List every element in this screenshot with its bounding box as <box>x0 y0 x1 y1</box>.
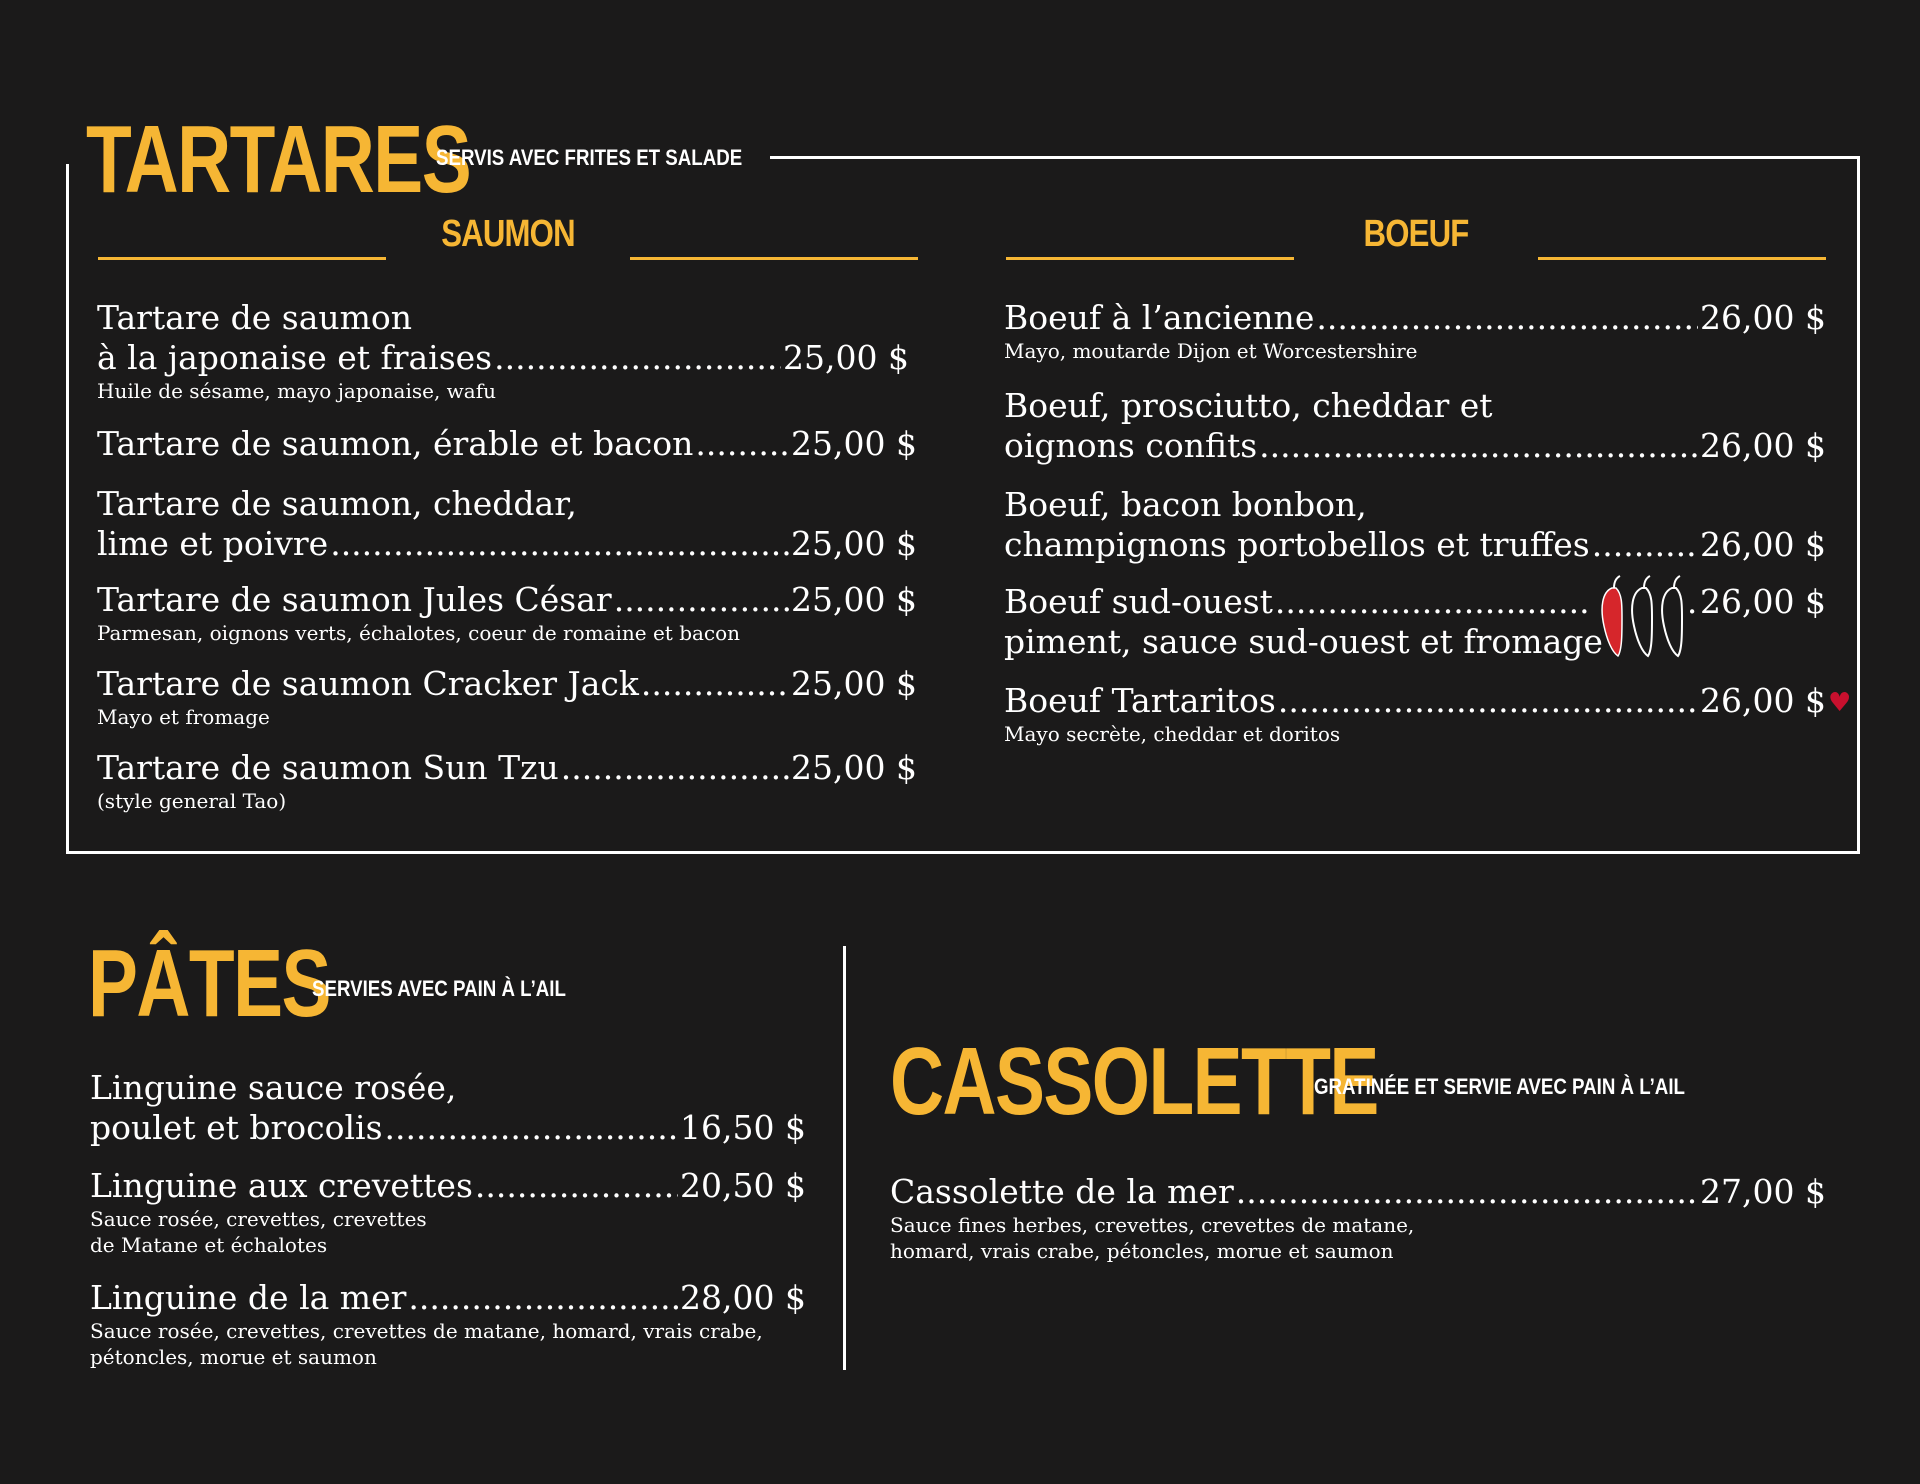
dot-leader <box>1236 1172 1698 1212</box>
item-description: Mayo, moutarde Dijon et Worcestershire <box>1004 339 1418 363</box>
dot-leader <box>385 1108 679 1148</box>
item-name: Boeuf Tartaritos <box>1004 681 1276 720</box>
item-name-cont: à la japonaise et fraises <box>97 338 493 377</box>
item-description: Mayo et fromage <box>97 705 270 729</box>
menu-item <box>97 484 917 564</box>
item-description: de Matane et échalotes <box>90 1233 328 1257</box>
menu-item <box>90 1166 806 1258</box>
dot-leader <box>1592 525 1698 565</box>
menu-item <box>97 298 917 404</box>
item-name-cont: poulet et brocolis <box>90 1108 383 1147</box>
item-description: Sauce rosée, crevettes, crevettes de matane, homard, vrais crabe, <box>90 1319 763 1343</box>
item-price: 16,50 $ <box>680 1108 806 1147</box>
item-name: Boeuf sud-ouest <box>1004 582 1273 621</box>
menu-item <box>97 748 917 814</box>
item-name: Boeuf à l’ancienne <box>1004 298 1315 337</box>
item-price: 26,00 $ <box>1700 298 1826 337</box>
item-name: Tartare de saumon, érable et bacon <box>97 424 694 463</box>
menu-item <box>1004 582 1826 662</box>
dot-leader <box>1259 426 1698 466</box>
saumon-rule-left <box>98 257 386 260</box>
menu-item <box>90 1278 806 1370</box>
dot-leader <box>494 338 781 378</box>
dot-leader <box>330 524 789 564</box>
item-name: Tartare de saumon <box>97 298 413 337</box>
item-name-cont: lime et poivre <box>97 524 329 563</box>
saumon-heading-label: SAUMON <box>441 213 575 255</box>
menu-item <box>1004 485 1826 565</box>
item-name: Tartare de saumon, cheddar, <box>97 484 577 523</box>
item-price: 26,00 $ <box>1700 525 1826 564</box>
dot-leader <box>408 1278 678 1318</box>
item-description: Sauce rosée, crevettes, crevettes <box>90 1207 427 1231</box>
chili-pepper-icon <box>1662 576 1682 656</box>
item-description: pétoncles, morue et saumon <box>90 1345 377 1369</box>
heart-icon: ♥ <box>1828 688 1852 718</box>
item-description: (style general Tao) <box>97 789 287 813</box>
item-name: Linguine de la mer <box>90 1278 407 1317</box>
item-price: 25,00 $ <box>791 580 917 619</box>
menu-item <box>97 580 917 646</box>
menu-item <box>97 424 917 464</box>
item-price: 25,00 $ <box>791 424 917 463</box>
tartares-title: TARTARES <box>86 106 471 213</box>
boeuf-heading <box>1006 213 1826 257</box>
cassolette-subtitle: GRATINÉE ET SERVIE AVEC PAIN À L’AIL <box>1314 1074 1685 1099</box>
item-name: Tartare de saumon Sun Tzu <box>97 748 559 787</box>
item-price: 25,00 $ <box>791 524 917 563</box>
item-price: 26,00 $ <box>1700 681 1826 720</box>
menu-item <box>90 1068 806 1148</box>
item-name: Linguine sauce rosée, <box>90 1068 457 1107</box>
boeuf-heading-label: BOEUF <box>1363 213 1469 255</box>
saumon-heading <box>98 213 918 257</box>
dot-leader <box>475 1166 678 1206</box>
menu-item <box>1004 681 1826 747</box>
item-description: Mayo secrète, cheddar et doritos <box>1004 722 1341 746</box>
tartares-subtitle: SERVIS AVEC FRITES ET SALADE <box>436 145 743 170</box>
dot-leader <box>1275 582 1591 622</box>
item-price: 25,00 $ <box>783 338 909 377</box>
chili-pepper-icon <box>1632 576 1652 656</box>
item-name: Linguine aux crevettes <box>90 1166 473 1205</box>
dot-leader <box>1278 681 1698 721</box>
item-name-cont: champignons portobellos et truffes <box>1004 525 1590 564</box>
item-price: 25,00 $ <box>791 664 917 703</box>
item-description: Huile de sésame, mayo japonaise, wafu <box>97 379 497 403</box>
menu-item <box>1004 298 1826 364</box>
spice-level-indicator <box>1598 574 1692 660</box>
item-name: Boeuf, bacon bonbon, <box>1004 485 1367 524</box>
dot-leader <box>641 664 789 704</box>
saumon-rule-right <box>630 257 918 260</box>
item-name: Cassolette de la mer <box>890 1172 1234 1211</box>
menu-item <box>890 1172 1826 1264</box>
dot-leader <box>614 580 789 620</box>
item-name: Boeuf, prosciutto, cheddar et <box>1004 386 1493 425</box>
item-price: 26,00 $ <box>1700 426 1826 465</box>
dot-leader <box>1316 298 1698 338</box>
item-price: 20,50 $ <box>680 1166 806 1205</box>
boeuf-rule-left <box>1006 257 1294 260</box>
item-price: 25,00 $ <box>791 748 917 787</box>
pates-subtitle: SERVIES AVEC PAIN À L’AIL <box>312 976 566 1001</box>
item-price: 27,00 $ <box>1700 1172 1826 1211</box>
cassolette-title: CASSOLETTE <box>890 1028 1378 1135</box>
item-subtitle: piment, sauce sud-ouest et fromage <box>1004 622 1603 661</box>
item-description: Sauce fines herbes, crevettes, crevettes de matane, <box>890 1213 1415 1237</box>
dot-leader <box>561 748 789 788</box>
menu-item <box>97 664 917 730</box>
item-name: Tartare de saumon Jules César <box>97 580 612 619</box>
item-name-cont: oignons confits <box>1004 426 1258 465</box>
boeuf-rule-right <box>1538 257 1826 260</box>
item-description: Parmesan, oignons verts, échalotes, coeur de romaine et bacon <box>97 621 741 645</box>
dot-leader <box>695 424 789 464</box>
pates-title: PÂTES <box>88 930 330 1037</box>
section-divider <box>843 946 846 1370</box>
menu-item <box>1004 386 1826 466</box>
item-description: homard, vrais crabe, pétoncles, morue et saumon <box>890 1239 1394 1263</box>
item-price: 26,00 $ <box>1700 582 1826 621</box>
item-name: Tartare de saumon Cracker Jack <box>97 664 639 703</box>
chili-pepper-icon <box>1602 576 1622 656</box>
item-price: 28,00 $ <box>680 1278 806 1317</box>
